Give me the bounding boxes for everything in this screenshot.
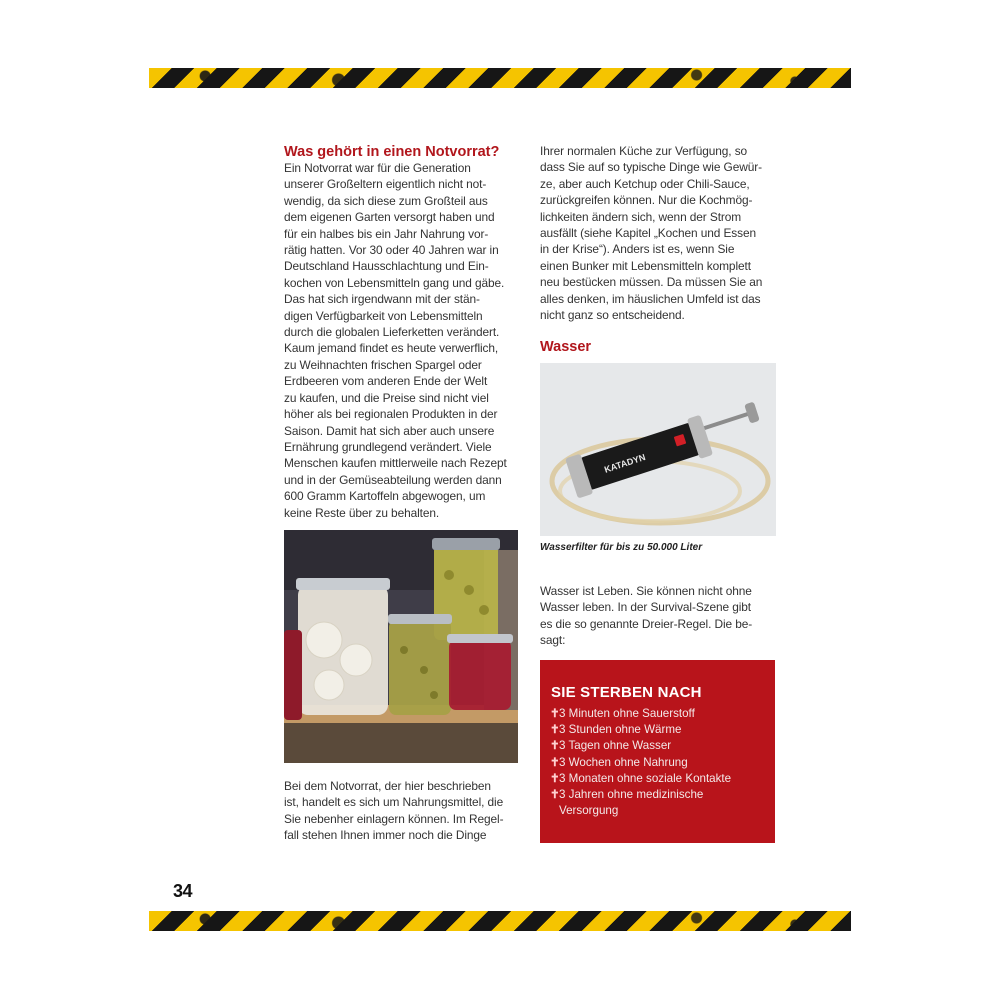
text-line: Wasser ist Leben. Sie können nicht ohne (540, 584, 752, 598)
text-line: keine Reste über zu behalten. (284, 505, 440, 520)
cross-icon: ✝ (550, 707, 560, 720)
text-line: neu bestücken müssen. Da müssen Sie an (540, 275, 763, 290)
text-line: einen Bunker mit Lebensmitteln komplett (540, 258, 751, 273)
info-box-item-text (559, 722, 681, 738)
text-line: durch die globalen Lieferketten verändert. (284, 325, 500, 340)
info-box-item-line: 3 Monaten ohne soziale Kontakte (559, 771, 732, 785)
text-line: Das hat sich irgendwann mit der stän- (284, 292, 480, 307)
cross-icon: ✝ (550, 755, 560, 769)
text-line: nicht ganz so entscheidend. (540, 308, 685, 323)
text-line: Wasser leben. In der Survival-Szene gibt (540, 600, 752, 615)
info-box-item (550, 771, 765, 787)
text-line: zu Weihnachten frischen Spargel oder (284, 357, 482, 372)
text-line: Sie nebenher einlagern können. Im Regel- (284, 811, 504, 826)
info-box-item (550, 738, 765, 754)
text-line: kochen von Lebensmitteln gang und gäbe. (284, 275, 505, 290)
info-box-item-text (559, 738, 671, 754)
text-line: und in der Gemüseabteilung werden dann (284, 472, 502, 487)
info-box-item-line: 3 Stunden ohne Wärme (559, 723, 682, 737)
info-box-item (550, 706, 765, 722)
body-paragraph-wasser (540, 583, 776, 649)
cross-icon: ✝ (550, 771, 560, 785)
info-box-item-line: 3 Wochen ohne Nahrung (559, 755, 688, 769)
text-line: ze, aber auch Ketchup oder Chili-Sauce, (540, 176, 750, 191)
info-box-item-line: 3 Minuten ohne Sauerstoff (559, 707, 695, 720)
text-line: fall stehen Ihnen immer noch die Dinge (284, 828, 487, 843)
text-line: Saison. Damit hat sich aber auch unsere (284, 423, 495, 438)
text-line: alles denken, im häuslichen Umfeld ist das (540, 291, 761, 306)
text-line: Menschen kaufen mittlerweile nach Rezept (284, 456, 507, 471)
text-line: Bei dem Notvorrat, der hier beschrieben (284, 779, 491, 793)
text-line: zu kaufen, und die Preise sind nicht viel (284, 390, 489, 405)
filter-brand-text: KATADYN (602, 452, 647, 475)
text-line: Ernährung grundlegend verändert. Viele (284, 439, 492, 454)
cross-icon: ✝ (550, 788, 560, 802)
photo-preserving-jars (284, 530, 518, 763)
text-line: es die so genannte Dreier-Regel. Die be- (540, 616, 753, 631)
info-box-item (550, 722, 765, 738)
cross-icon: ✝ (550, 739, 560, 753)
text-line: in der Krise“). Anders ist es, wenn Sie (540, 242, 735, 257)
hazard-stripe-bottom (149, 911, 851, 931)
info-box-item-text (559, 771, 731, 787)
text-line: zurückgreifen können. Nur die Kochmög- (540, 193, 753, 208)
image-caption: Wasserfilter für bis zu 50.000 Liter (540, 542, 703, 553)
page-number: 34 (173, 881, 193, 901)
info-box-item-line: 3 Tagen ohne Wasser (559, 739, 672, 753)
info-box-dreier-regel (540, 660, 775, 843)
text-line: Erdbeeren vom anderen Ende der Welt (284, 374, 488, 389)
text-line: Deutschland Hausschlachtung und Ein- (284, 259, 489, 274)
info-box-item-text (559, 787, 703, 819)
text-line: ist, handelt es sich um Nahrungsmittel, die (284, 795, 504, 810)
text-line: dass Sie auf so typische Dinge wie Gewür- (540, 160, 762, 175)
text-line: für ein halbes bis ein Jahr Nahrung vor- (284, 226, 489, 241)
section-heading-notvorrat: Was gehört in einen Notvorrat? (284, 144, 500, 160)
info-box-item-text (559, 755, 688, 771)
body-paragraph-notvorrat (284, 160, 520, 521)
text-line: unserer Großeltern eigentlich nicht not- (284, 177, 487, 192)
hazard-stripe-top (149, 68, 851, 88)
text-line: lichkeiten ändern sich, wenn der Strom (540, 209, 742, 224)
photo-water-filter (540, 363, 776, 536)
text-line: wendig, da sich diese zum Großteil aus (284, 193, 488, 208)
info-box-item-text (559, 706, 695, 722)
info-box-item-line: Versorgung (559, 804, 619, 818)
body-paragraph-lagerung (284, 778, 520, 844)
info-box-item (550, 755, 765, 771)
text-line: sagt: (540, 633, 566, 648)
section-heading-wasser: Wasser (540, 339, 592, 355)
text-line: ausfällt (siehe Kapitel „Kochen und Essen (540, 226, 757, 241)
info-box-title: SIE STERBEN NACH (551, 684, 702, 701)
text-line: digen Verfügbarkeit von Lebensmitteln (284, 308, 483, 323)
text-line: 600 Gramm Kartoffeln abgewogen, um (284, 489, 486, 504)
text-line: dem eigenen Garten versorgt haben und (284, 210, 495, 225)
text-line: Ein Notvorrat war für die Generation (284, 161, 471, 175)
body-paragraph-kueche (540, 143, 776, 323)
info-box-item-line: 3 Jahren ohne medizinische (559, 788, 704, 802)
info-box-list (550, 706, 765, 819)
text-line: Kaum jemand findet es heute verwerflich, (284, 341, 499, 356)
info-box-item (550, 787, 765, 819)
cross-icon: ✝ (550, 723, 560, 737)
text-line: Ihrer normalen Küche zur Verfügung, so (540, 144, 748, 158)
text-line: rätig hatten. Vor 30 oder 40 Jahren war in (284, 243, 499, 258)
text-line: höher als bei regionalen Produkten in der (284, 407, 498, 422)
